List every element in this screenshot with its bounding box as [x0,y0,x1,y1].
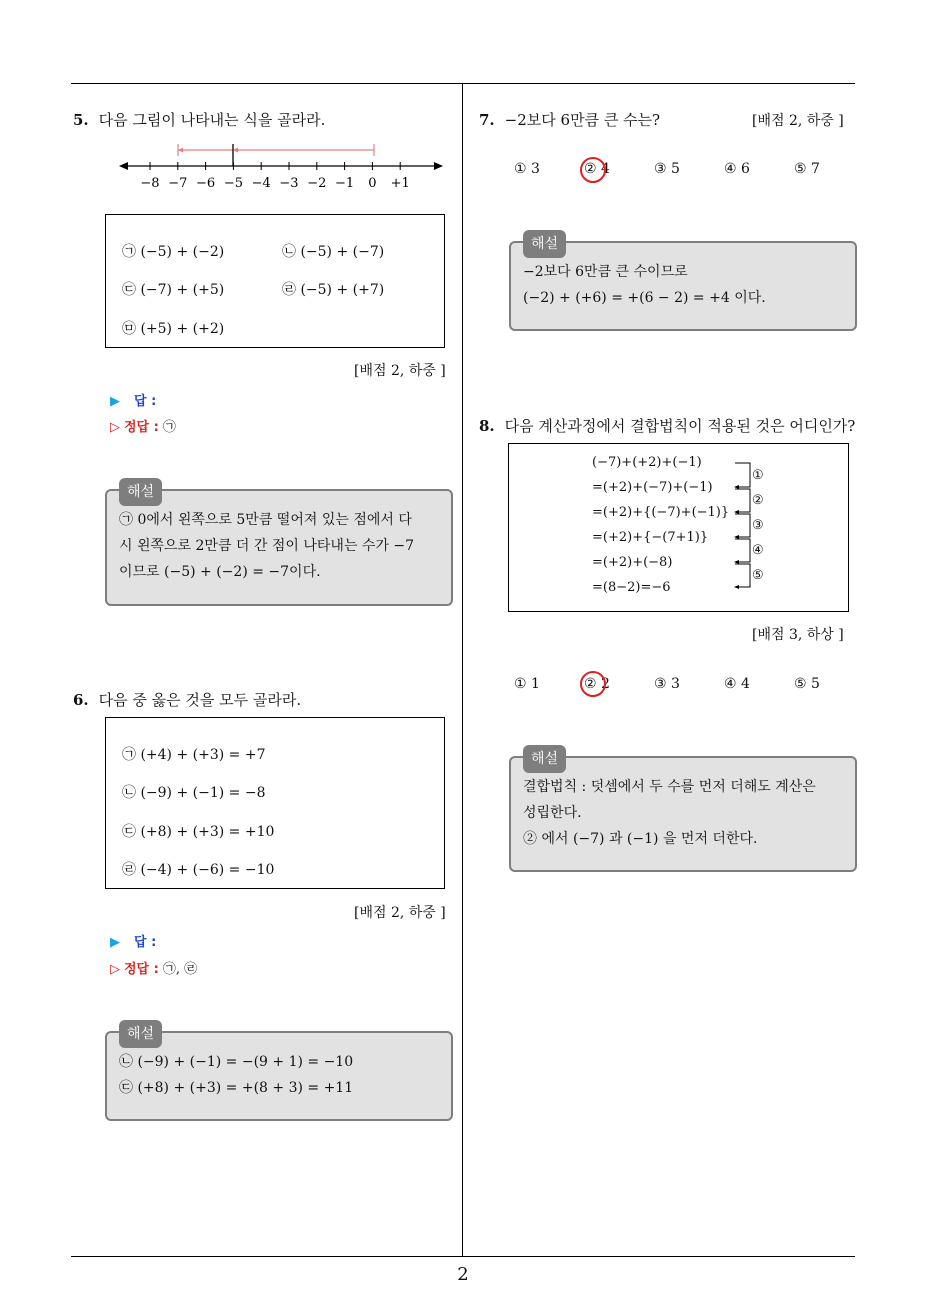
axis-left-arrow [119,162,128,170]
q8-choice-2[interactable]: ② 2 [584,676,610,692]
explanation-line: (−2) + (+6) = +(6 − 2) = +4 이다. [523,290,766,306]
q8-choice-5[interactable]: ⑤ 5 [794,676,820,692]
option-expr: (−5) + (−2) [140,244,225,260]
q6-answer-line [110,931,156,950]
option-mark: ㉢ [122,824,136,840]
number-line-tick-label: +1 [390,176,410,191]
option-mark: ㉤ [122,321,136,337]
q6-options-box [105,717,445,889]
option-expr: (−7) + (+5) [140,282,225,298]
number-line-tick-label: −7 [168,176,188,191]
q5-option-2[interactable] [282,241,384,261]
correct-value: ㉠, ㉣ [162,962,198,977]
option-mark: ㉡ [122,785,136,801]
q8-choice-1[interactable]: ① 1 [514,676,540,692]
q5-answer-line [110,390,156,409]
q8-number: 8. [479,417,495,435]
q5-option-5[interactable] [122,318,224,338]
q8-text: 다음 계산과정에서 결합법칙이 적용된 것은 어디인가? [504,417,856,435]
q8-step-mark: ③ [752,518,764,533]
bottom-rule [71,1256,855,1257]
number-line-tick-label: −1 [335,176,355,191]
option-expr: (+5) + (+2) [140,321,225,337]
correct-label: ▷ 정답 : [110,962,159,977]
q6-option-1[interactable] [122,744,265,764]
q7-choice-2[interactable]: ② 4 [584,161,610,177]
q7-answer-circle-mark [580,157,606,183]
play-icon: ▶ [110,935,120,950]
q8-step-mark: ① [752,468,764,483]
q8-step-mark: ② [752,493,764,508]
correct-value: ㉠ [162,420,176,435]
answer-label: 답 : [134,394,157,409]
triangle-outline-icon: ▷ [110,962,120,977]
number-line-tick-label: −3 [279,176,299,191]
option-mark: ㉠ [122,244,136,260]
explanation-line: ㉢ (+8) + (+3) = +(8 + 3) = +11 [119,1080,354,1096]
option-expr: (−9) + (−1) = −8 [140,785,266,801]
q7-choice-1[interactable]: ① 3 [514,161,540,177]
number-line-tick-label: −6 [196,176,216,191]
explanation-line: 성립한다. [523,805,582,821]
q8-step-brackets [730,460,754,592]
q8-explanation [509,751,857,872]
explanation-tag: 해설 [119,1020,162,1048]
triangle-outline-icon: ▷ [110,420,120,435]
q7-choice-3[interactable]: ③ 5 [654,161,680,177]
q8-answer-circle-mark [580,671,606,697]
q6-option-4[interactable] [122,859,274,879]
option-mark: ㉣ [282,282,296,298]
q8-choice-3[interactable]: ③ 3 [654,676,680,692]
option-expr: (−5) + (+7) [300,282,385,298]
option-mark: ㉢ [122,282,136,298]
q7-explanation [509,236,857,331]
column-divider [462,83,463,1257]
number-line-tick-label: −2 [307,176,327,191]
option-mark: ㉠ [122,747,136,763]
number-line-labels [140,176,409,191]
explanation-line: ㉠ 0에서 왼쪽으로 5만큼 떨어져 있는 점에서 다 [119,512,412,528]
bracket-4 [735,539,750,562]
q7-text: −2보다 6만큼 큰 수는? [504,111,661,129]
bracket-3 [735,514,750,537]
q6-option-2[interactable] [122,782,265,802]
q5-score: [배점 2, 하중 ] [354,363,446,379]
option-expr: (+8) + (+3) = +10 [140,824,275,840]
explanation-line: 결합법칙 : 덧셈에서 두 수를 먼저 더해도 계산은 [523,779,816,795]
q6-explanation [105,1026,453,1121]
axis-right-arrow [434,162,443,170]
number-line-tick-label: −4 [251,176,271,191]
explanation-line: ② 에서 (−7) 과 (−1) 을 먼저 더한다. [523,831,758,847]
q7-choice-4[interactable]: ④ 6 [724,161,750,177]
q8-step-line: =(+2)+{(−7)+(−1)} [592,505,730,520]
option-expr: (+4) + (+3) = +7 [140,747,266,763]
play-icon: ▶ [110,394,120,409]
answer-label: 답 : [134,935,157,950]
q5-option-4[interactable] [282,279,384,299]
option-mark: ㉣ [122,862,136,878]
bracket-1 [735,463,750,487]
q5-question [73,109,325,130]
page-number: 2 [457,1264,469,1285]
q8-question [479,415,855,436]
q8-step-line: =(+2)+(−7)+(−1) [592,480,713,495]
bracket-2 [735,489,750,512]
q8-step-mark: ⑤ [752,568,764,583]
q7-number: 7. [479,111,495,129]
option-mark: ㉡ [282,244,296,260]
q8-step-line: =(+2)+(−8) [592,555,673,570]
arrow-head-1 [178,148,183,153]
q5-explanation [105,484,453,606]
explanation-line: −2보다 6만큼 큰 수이므로 [523,264,688,280]
top-rule [71,83,855,84]
q8-step-line: (−7)+(+2)+(−1) [592,455,702,470]
q8-step-line: =(8−2)=−6 [592,580,671,595]
number-line-tick-label: 0 [368,176,377,191]
explanation-tag: 해설 [119,478,162,506]
explanation-line: 이므로 (−5) + (−2) = −7이다. [119,564,321,580]
q6-option-3[interactable] [122,821,274,841]
q5-correct-line [110,416,176,435]
q5-number-line [115,140,445,196]
number-line-tick-label: −5 [223,176,243,191]
bracket-5 [735,564,750,587]
option-expr: (−5) + (−7) [300,244,385,260]
arrow-head-2 [233,148,238,153]
q7-score: [배점 2, 하중 ] [752,113,844,129]
q8-step-line: =(+2)+{−(7+1)} [592,530,709,545]
explanation-line: ㉡ (−9) + (−1) = −(9 + 1) = −10 [119,1054,354,1070]
explanation-line: 시 왼쪽으로 2만큼 더 간 점이 나타내는 수가 −7 [119,538,415,554]
q6-text: 다음 중 옳은 것을 모두 골라라. [98,691,302,709]
option-expr: (−4) + (−6) = −10 [140,862,275,878]
q5-options-box [105,214,445,348]
q6-question [73,689,301,710]
q8-choices [514,676,844,698]
correct-label: ▷ 정답 : [110,420,159,435]
q7-choice-5[interactable]: ⑤ 7 [794,161,820,177]
q8-step-mark: ④ [752,543,764,558]
q5-option-1[interactable] [122,241,224,261]
q8-score: [배점 3, 하상 ] [752,627,844,643]
q5-option-3[interactable] [122,279,224,299]
q7-choices [514,161,844,183]
q5-number: 5. [73,111,89,129]
explanation-tag: 해설 [523,230,566,258]
number-line-tick-label: −8 [140,176,160,191]
q6-correct-line [110,958,197,977]
explanation-tag: 해설 [523,745,566,773]
q7-question [479,109,660,130]
q6-number: 6. [73,691,89,709]
q8-choice-4[interactable]: ④ 4 [724,676,750,692]
q5-text: 다음 그림이 나타내는 식을 골라라. [98,111,326,129]
q6-score: [배점 2, 하중 ] [354,905,446,921]
